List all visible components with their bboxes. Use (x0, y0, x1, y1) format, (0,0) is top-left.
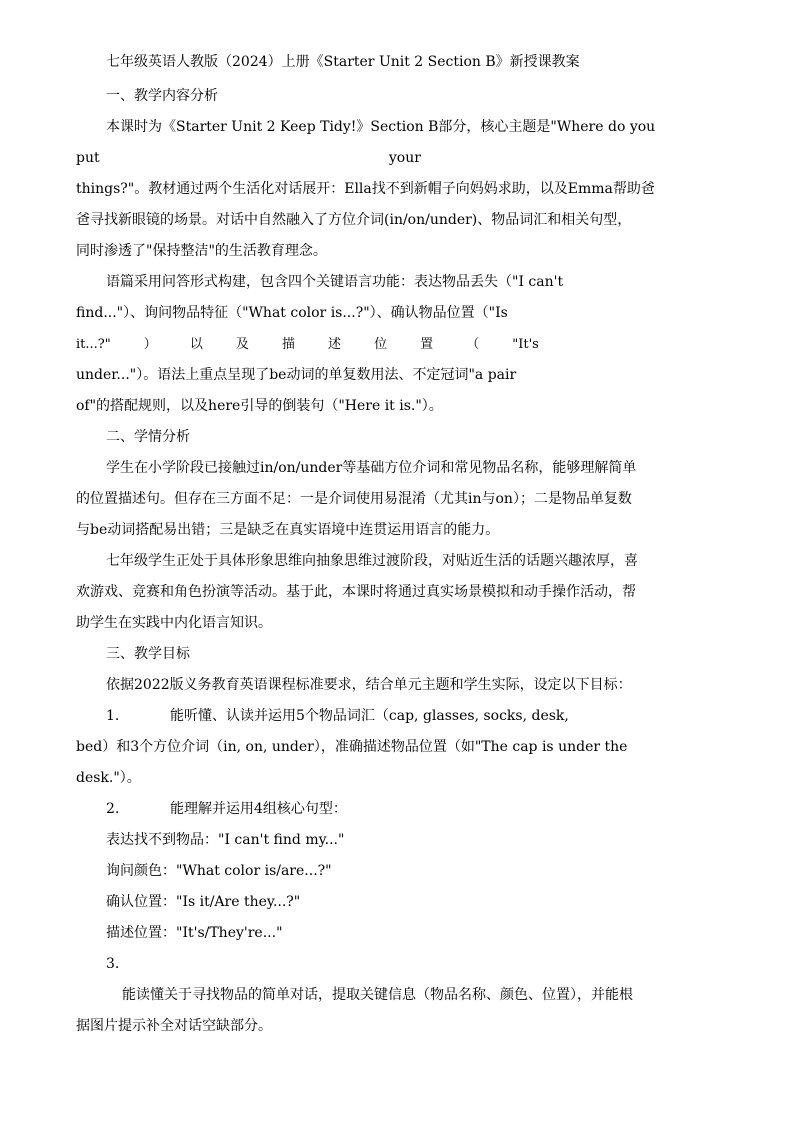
sentence-pattern: 询问颜色："What color is/are...?" (106, 863, 332, 879)
goal-2-number: 2. (106, 801, 120, 817)
paragraph-line: of"的搭配规则，以及here引导的倒装句（"Here it is."）。 (76, 398, 443, 414)
paragraph-line: 爸寻找新眼镜的场景。对话中自然融入了方位介词(in/on/under)、物品词汇和相关句型， (76, 212, 632, 228)
paragraph-line: 能读懂关于寻找物品的简单对话，提取关键信息（物品名称、颜色、位置），并能根 (122, 987, 633, 1003)
paragraph-line: 语篇采用问答形式构建，包含四个关键语言功能：表达物品丢失（"I can't (106, 274, 564, 290)
paragraph-line: 欢游戏、竞赛和角色扮演等活动。基于此，本课时将通过真实场景模拟和动手操作活动，帮 (76, 584, 636, 600)
paragraph-line: desk."）。 (76, 770, 141, 786)
goal-1-line: 1. 能听懂、认读并运用5个物品词汇（cap, glasses, socks, desk, (106, 708, 569, 724)
sentence-pattern: 表达找不到物品："I can't find my..." (106, 832, 345, 848)
paragraph-line: 与be动词搭配易出错；三是缺乏在真实语境中连贯运用语言的能力。 (76, 522, 500, 538)
paragraph-line: under..."）。语法上重点呈现了be动词的单复数用法、不定冠词"a pair (76, 367, 517, 383)
goal-2-line: 2. 能理解并运用4组核心句型： (106, 801, 347, 817)
goal-1-number: 1. (106, 708, 120, 724)
paragraph-line: 本课时为《Starter Unit 2 Keep Tidy!》Section B部分，核心主题是"Where do you (106, 119, 656, 135)
paragraph-line: 的位置描述句。但存在三方面不足：一是介词使用易混淆（尤其in与on）；二是物品单复数 (76, 491, 632, 507)
sentence-pattern: 确认位置："Is it/Are they...?" (106, 894, 301, 910)
goal-3-number: 3. (106, 956, 120, 972)
paragraph-line: 七年级学生正处于具体形象思维向抽象思维过渡阶段，对贴近生活的话题兴趣浓厚，喜 (106, 553, 638, 569)
section-heading-content-analysis: 一、教学内容分析 (106, 88, 218, 104)
document-title: 七年级英语人教版（2024）上册《Starter Unit 2 Section B》新授课教案 (106, 54, 580, 70)
section-heading-learner-analysis: 二、学情分析 (106, 429, 190, 445)
paragraph-line: put your (76, 150, 421, 166)
paragraph-line: find..."）、询问物品特征（"What color is...?"）、确认物品位置（"Is (76, 305, 508, 321)
goals-intro: 依据2022版义务教育英语课程标准要求，结合单元主题和学生实际，设定以下目标： (106, 677, 632, 693)
paragraph-line: bed）和3个方位介词（in, on, under），准确描述物品位置（如"The cap is under the (76, 739, 628, 755)
paragraph-line: 助学生在实践中内化语言知识。 (76, 615, 272, 631)
paragraph-line: things?"。教材通过两个生活化对话展开：Ella找不到新帽子向妈妈求助，以及Emma帮助爸 (76, 181, 655, 197)
section-heading-teaching-goals: 三、教学目标 (106, 646, 190, 662)
sentence-pattern: 描述位置："It's/They're..." (106, 925, 283, 941)
paragraph-line: 同时渗透了"保持整洁"的生活教育理念。 (76, 243, 327, 259)
paragraph-line: it...?" ） 以 及 描 述 位 置 （ "It's (76, 337, 539, 352)
paragraph-line: 学生在小学阶段已接触过in/on/under等基础方位介词和常见物品名称，能够理解简单 (106, 460, 637, 476)
paragraph-line: 据图片提示补全对话空缺部分。 (76, 1018, 272, 1034)
